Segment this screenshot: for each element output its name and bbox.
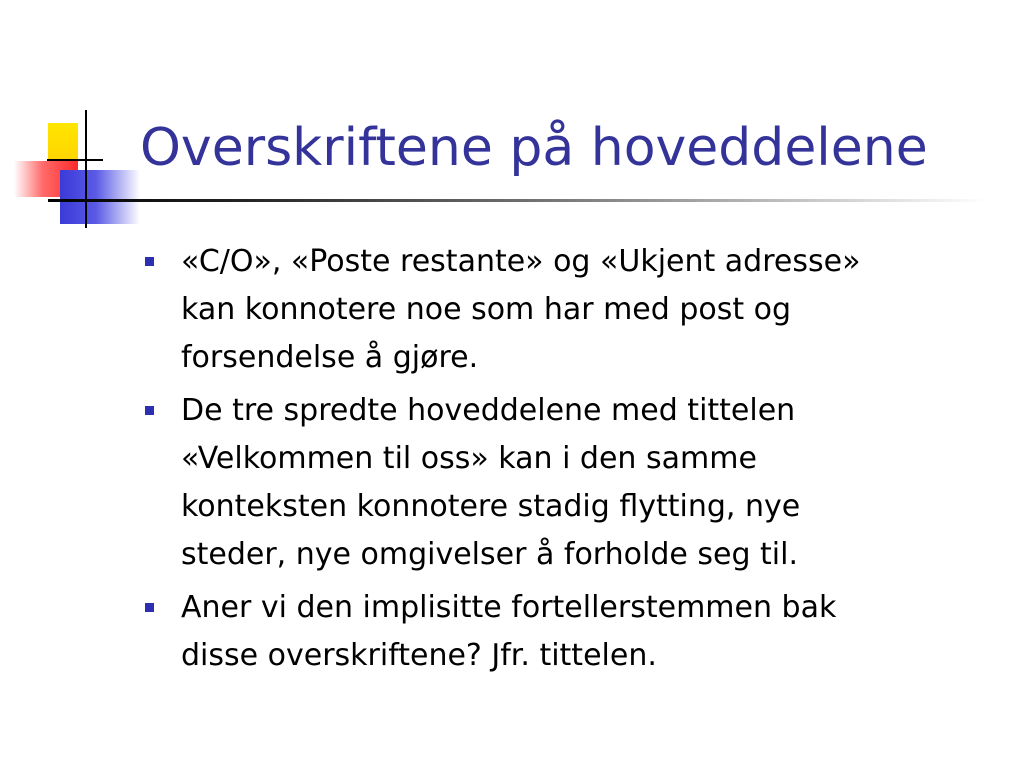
horizontal-line-decoration: [47, 159, 103, 161]
yellow-square-decoration: [48, 123, 78, 161]
bullet-line: «C/O», «Poste restante» og «Ukjent adresse»: [181, 244, 861, 279]
slide-title: Overskriftene på hoveddelene: [140, 118, 928, 178]
square-bullet-icon: [145, 406, 154, 415]
bullet-item: [142, 238, 1002, 382]
blue-square-decoration: [60, 170, 140, 224]
vertical-line-decoration: [85, 110, 87, 228]
slide-logo-decoration: [0, 0, 140, 240]
bullet-line: Aner vi den implisitte fortellerstemmen bak: [181, 590, 837, 625]
title-underline-rule: [48, 199, 988, 202]
bullet-line: konteksten konnotere stadig flytting, nye: [181, 489, 801, 524]
bullet-line: kan konnotere noe som har med post og: [181, 292, 792, 327]
bullet-item: [142, 584, 1002, 680]
bullet-line: «Velkommen til oss» kan i den samme: [181, 441, 757, 476]
square-bullet-icon: [145, 257, 154, 266]
bullet-line: De tre spredte hoveddelene med tittelen: [181, 393, 796, 428]
bullet-line: disse overskriftene? Jfr. tittelen.: [181, 638, 657, 673]
square-bullet-icon: [145, 603, 154, 612]
bullet-line: forsendelse å gjøre.: [181, 340, 479, 375]
bullet-item: [142, 387, 1002, 579]
bullet-list: [142, 238, 1002, 685]
bullet-line: steder, nye omgivelser å forholde seg til.: [181, 537, 798, 572]
